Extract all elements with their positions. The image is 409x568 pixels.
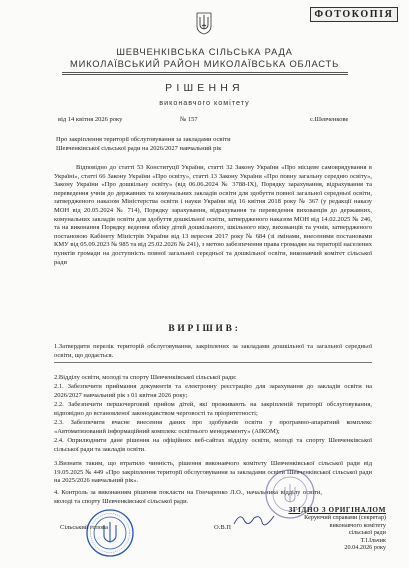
photocopy-stamp: ФОТОКОПІЯ xyxy=(310,7,398,22)
copy-stamp-title: ЗГІДНО З ОРИГІНАЛОМ xyxy=(288,506,386,514)
signature-left-label: Сільський голова xyxy=(60,524,108,531)
decision-number: № 157 xyxy=(180,116,198,123)
decision-date: від 14 квітня 2026 року xyxy=(58,116,123,123)
point-2-1: 2.1. Забезпечити приймання документів та електронну реєстрацію для зарахування до закладів освіти на 2026/2027 навчальний рік з 01 квітня 2026 року; xyxy=(54,383,372,399)
issuing-body: виконавчого комітету xyxy=(159,98,250,107)
point-2-3: 2.3. Забезпечити вчасне внесення даних про здобувачів освіти у програмно-апаратний комплекс «Автоматизований інформаційний комплекс освітнього менеджменту» (АІКОМ); xyxy=(54,419,372,435)
decision-place: с.Шевченкове xyxy=(310,116,349,123)
trident-emblem-icon xyxy=(196,12,212,35)
point-1: 1.Затвердити перелік територій обслуговування, закріплених за закладами дошкільної та загальної середньої освіти, що додається. xyxy=(54,343,372,359)
point-2: 2.Відділу освіти, молоді та спорту Шевченківської сільської ради: xyxy=(54,374,237,381)
council-name: ШЕВЧЕНКІВСЬКА СІЛЬСЬКА РАДА xyxy=(116,46,293,57)
point-4: 4. Контроль за виконанням рішення покласти на Гончаренко Л.О., начальника відділу освіти, молоді та спорту Шевченківської сільської ради. xyxy=(54,489,322,505)
decision-title: Про закріплення території обслуговування за закладами освіти Шевченківської сільської ради на 2026/2027 навчальний рік xyxy=(56,136,231,152)
copy-stamp-line3: сільської ради xyxy=(348,529,386,537)
point-1-underline xyxy=(54,362,372,363)
document-type: РІШЕННЯ xyxy=(165,82,244,94)
certified-copy-stamp xyxy=(264,507,386,551)
point-3: 3.Визнати таким, що втратило чинність, рішення виконавчого комітету Шевченківської сільської ради від 19.05.2025 № 449 «Про закріплення території обслуговування за закладами освіти Шевченківської сільської ради на 2025/2026 навчальний рік». xyxy=(54,460,372,485)
header-divider-thin xyxy=(62,74,348,75)
decides-heading: ВИРІШИВ: xyxy=(168,324,241,334)
blue-seal-icon xyxy=(85,508,135,558)
signature-right-name: О.В.П xyxy=(214,524,231,531)
point-2-4: 2.4. Оприлюднити дане рішення на офіційних веб-сайтах відділу освіти, молоді та спорту Шевченківської сільської ради та закладів освіти. xyxy=(54,437,372,453)
point-2-2: 2.2. Забезпечити першочерговий прийом дітей, які проживають на закріпленій території обслуговування, відповідно до встановленої законодавством черговості та пріоритетності; xyxy=(54,401,372,417)
copy-stamp-name: Т.І.Ільчик xyxy=(360,536,386,544)
district-region: МИКОЛАЇВСЬКИЙ РАЙОН МИКОЛАЇВСЬКА ОБЛАСТЬ xyxy=(69,58,340,69)
copy-stamp-date: 20.04.2026 року xyxy=(344,544,386,552)
preamble-paragraph: Відповідно до статті 53 Конституції України, статті 32 Закону України «Про місцеве самоврядування в Україні», статті 66 Закону України «Про освіту», статті 13 Закону України «Про повну загальну середню освіту», Закону України «Про дошкільну освіту» (від 06.06.2024 № 3788-IX), Порядку зарахування, відрахування та переведення учнів до державних та комунальних закладів освіти для здобуття повної загальної середньої освіти, затвердженого наказом Міністерства освіти і науки України від 16 квітня 2018 року № 367 (у редакції наказу МОН від 20.05.2024 № 714), Порядку зарахування, відрахування та переведення вихованців до державних, комунальних закладів освіти для здобуття дошкільної освіти, затвердженого наказом МОН від 14.02.2025 № 246, та на виконання Порядку ведення обліку дітей дошкільного, шкільного віку, вихованців та учнів, затвердженого постановою Кабінету Міністрів України від 13 вересня 2017 року № 684 (зі змінами, внесеними постановами КМУ від 05.09.2023 № 985 та від 25.02.2026 № 241), з метою забезпечення права громадян на території населених пунктів громади на доступність повної загальної середньої та дошкільної освіти, виконавчий комітет сільської ради xyxy=(54,164,372,266)
header-divider xyxy=(62,72,348,73)
copy-stamp-line2: виконавчого комітету xyxy=(329,521,386,529)
copy-stamp-line1: Керуючий справами (секретар) xyxy=(304,514,386,522)
